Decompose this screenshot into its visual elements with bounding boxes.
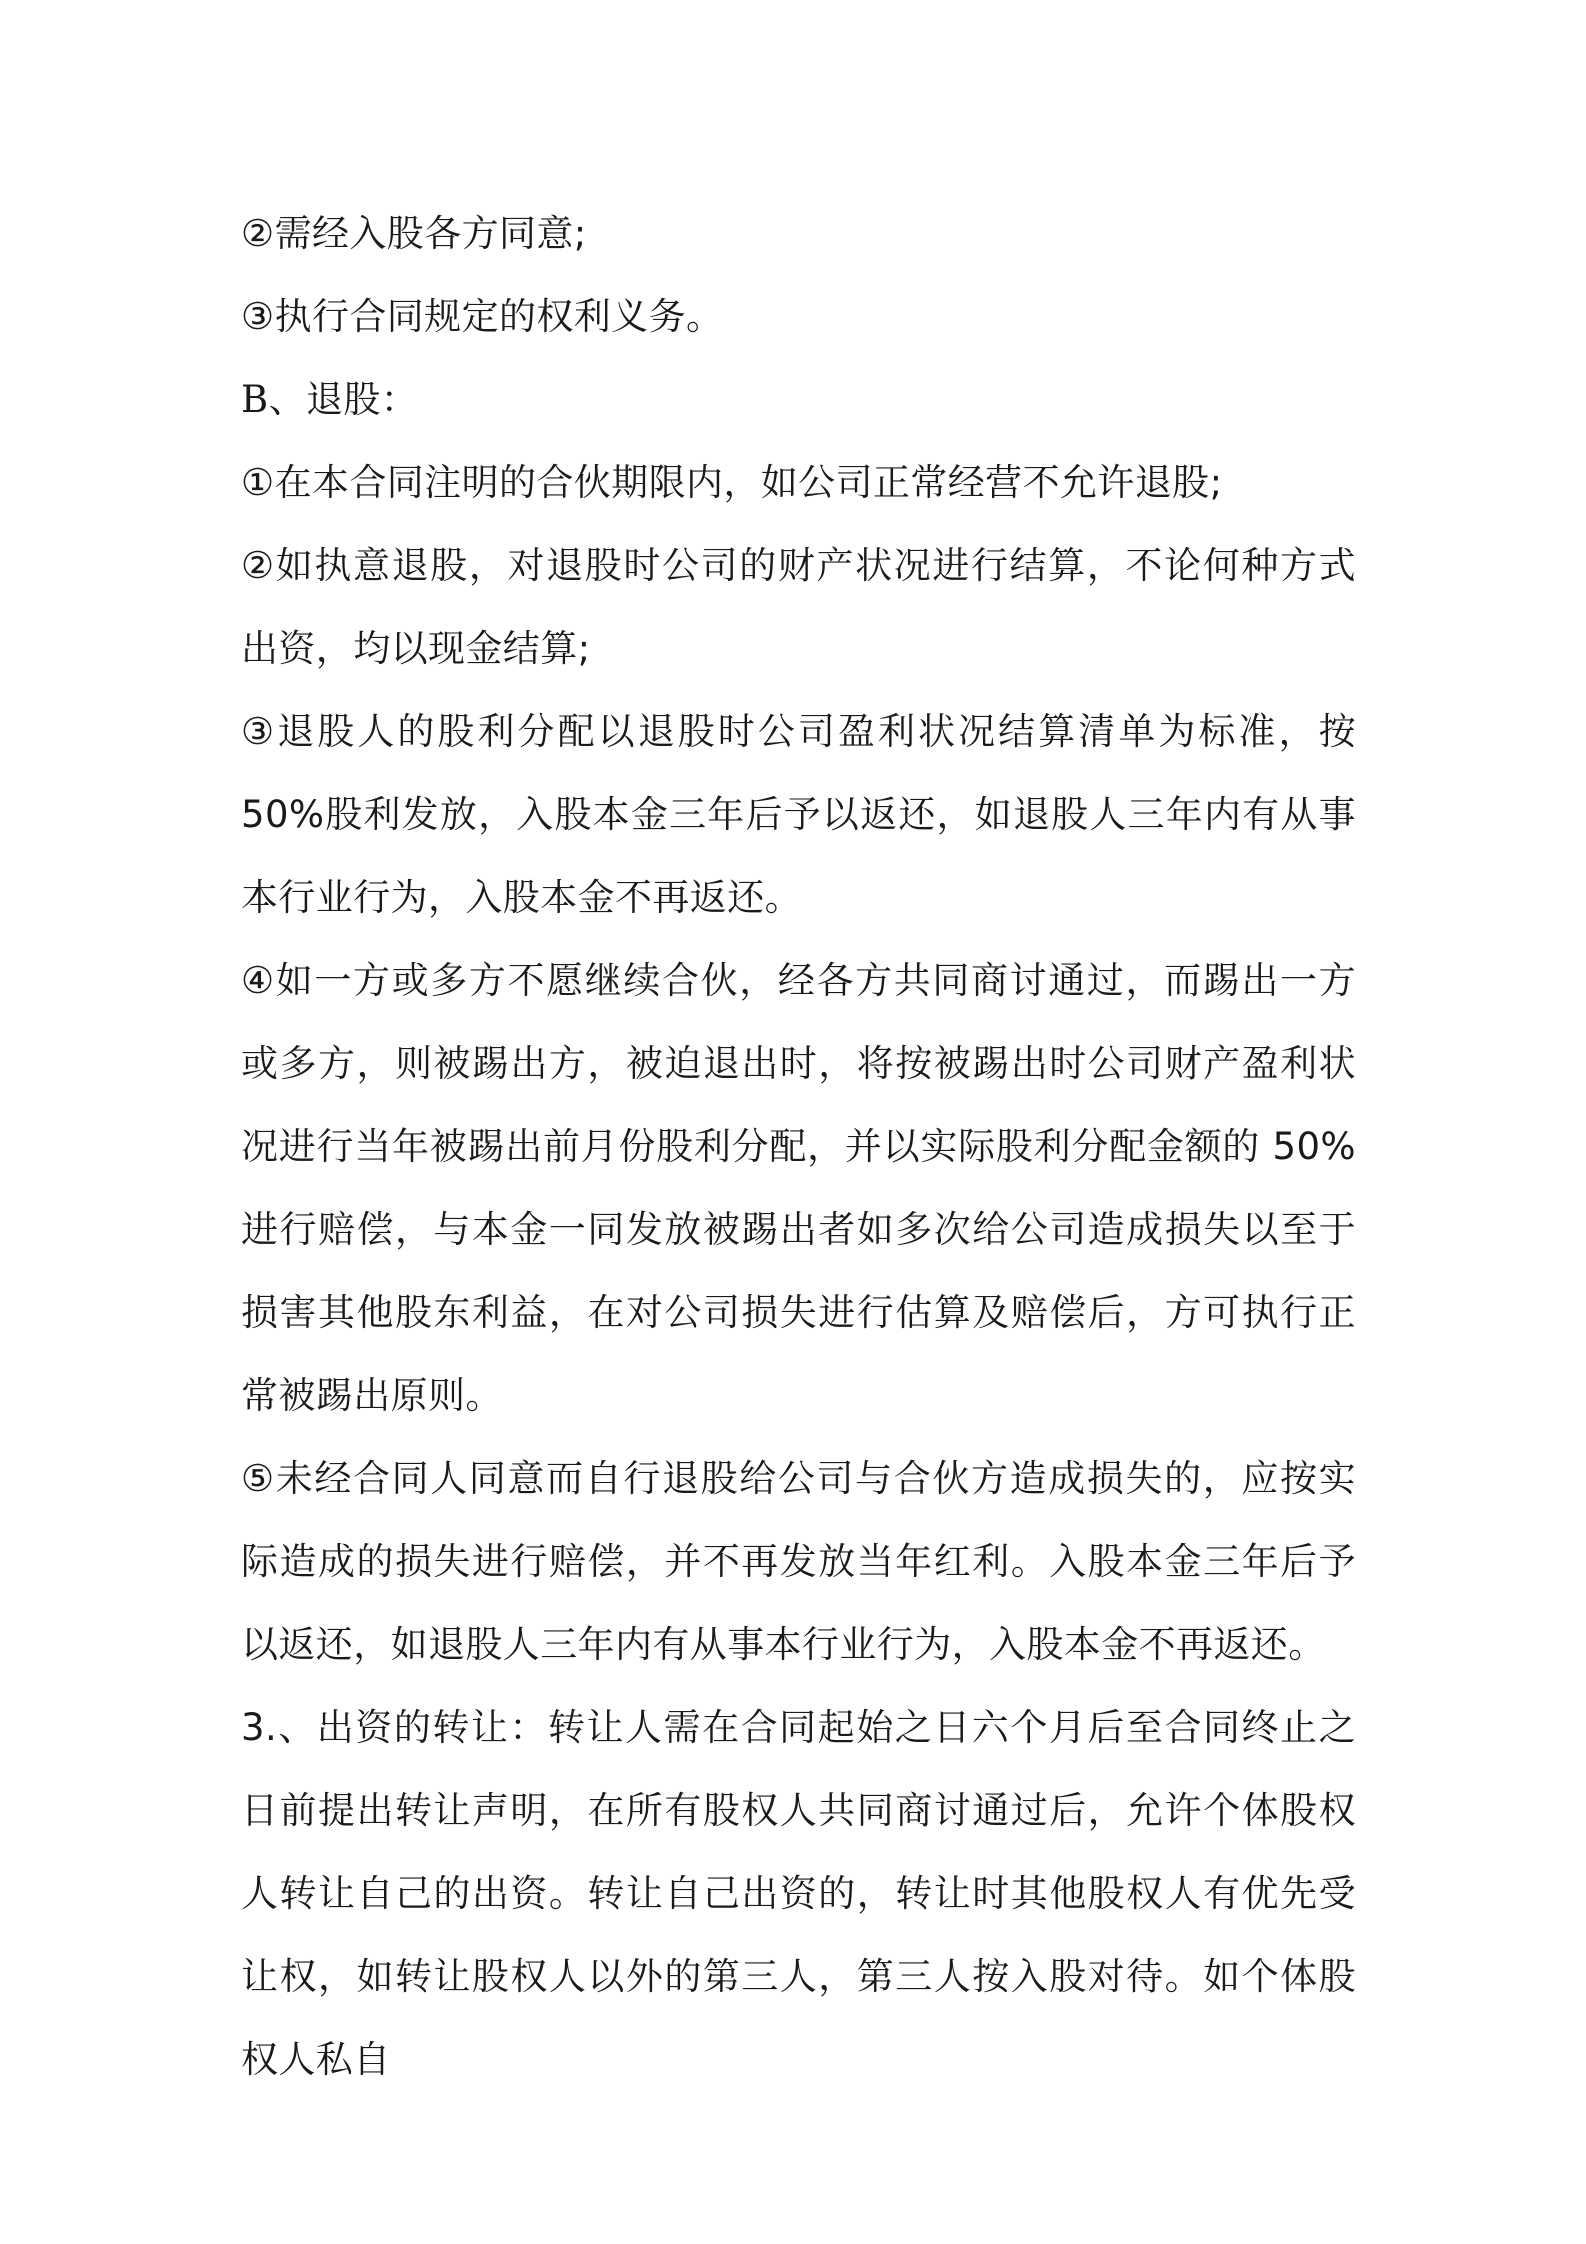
paragraph-consent: ②需经入股各方同意;: [241, 212, 587, 255]
paragraph-capital-transfer: 3.、出资的转让：转让人需在合同起始之日六个月后至合同终止之日前提出转让声明，在所有股权人共同商讨通过后，允许个体股权人转让自己的出资。转让自己出资的，转让时其他股权人有优先受让权，如转让股权人以外的第三人，第三人按入股对待。如个体股权人私自: [241, 1706, 1356, 2081]
section-heading-withdrawal: B、退股：: [241, 378, 419, 421]
paragraph-obligations: ③执行合同规定的权利义务。: [241, 295, 724, 338]
paragraph-withdrawal-5: ⑤未经合同人同意而自行退股给公司与合伙方造成损失的，应按实际造成的损失进行赔偿，并不再发放当年红利。入股本金三年后予以返还，如退股人三年内有从事本行业行为，入股本金不再返还。: [241, 1457, 1356, 1666]
paragraph-withdrawal-1: ①在本合同注明的合伙期限内，如公司正常经营不允许退股;: [241, 461, 1223, 504]
paragraph-withdrawal-4: ④如一方或多方不愿继续合伙，经各方共同商讨通过，而踢出一方或多方，则被踢出方，被迫退出时，将按被踢出时公司财产盈利状况进行当年被踢出前月份股利分配，并以实际股利分配金额的 50%进行赔偿，与本金一同发放被踢出者如多次给公司造成损失以至于损害其他股东利益，在对公司损失进行估算及赔偿后，方可执行正常被踢出原则。: [241, 959, 1356, 1417]
document-body: [241, 192, 1356, 2101]
paragraph-withdrawal-2: ②如执意退股，对退股时公司的财产状况进行结算，不论何种方式出资，均以现金结算;: [241, 544, 1356, 670]
paragraph-withdrawal-3: ③退股人的股利分配以退股时公司盈利状况结算清单为标准，按50%股利发放，入股本金三年后予以返还，如退股人三年内有从事本行业行为，入股本金不再返还。: [241, 710, 1356, 919]
